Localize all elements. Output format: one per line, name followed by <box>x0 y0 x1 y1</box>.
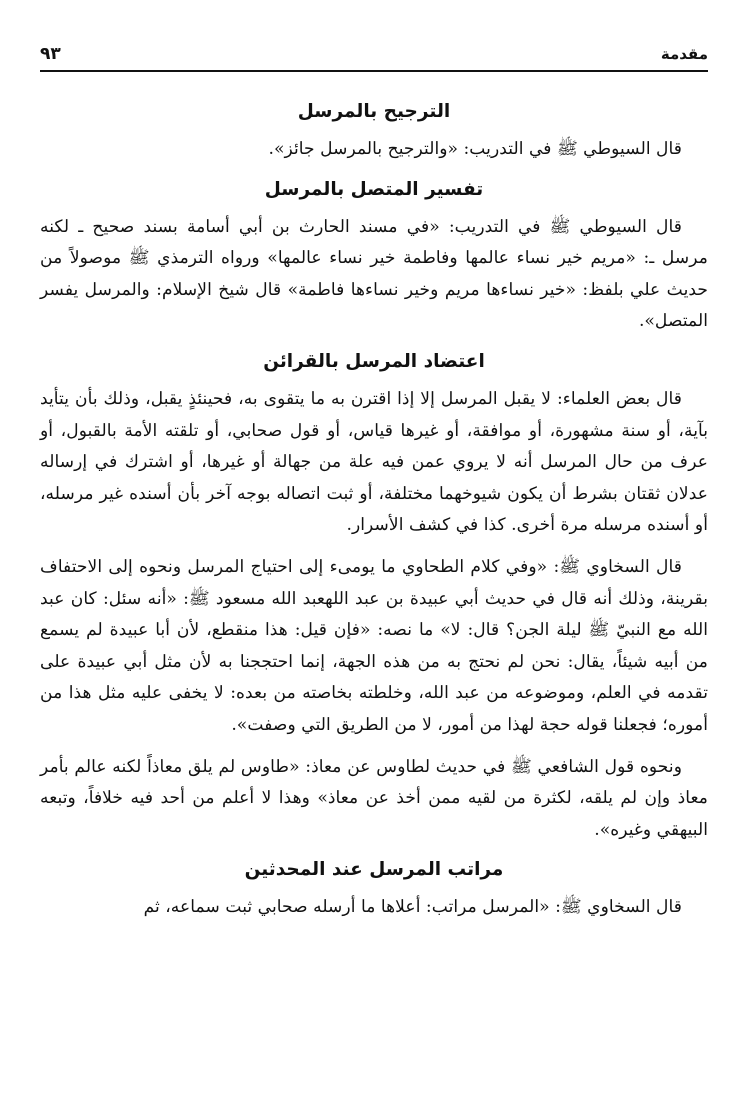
paragraph: قال بعض العلماء: لا يقبل المرسل إلا إذا اقترن به ما يتقوى به، فحينئذٍ يقبل، وذلك بأن يتأيد بآية، أو سنة مشهورة، أو موافقة، أو غيرها قياس، أو قول صحابي، أو تلقته الأمة بالقبول، أو عرف من حال المرسل أنه لا يروي عمن فيه علة من جهالة أو غيرها، أو اشترك في إرساله عدلان ثقتان بشرط أن يكون شيوخهما مختلفة، أو ثبت اتصاله بوجه آخر بأن أسنده غير مرسله، أو أسنده مرسله مرة أخرى. كذا في كشف الأسرار. <box>40 388 708 536</box>
section-heading: تفسير المتصل بالمرسل <box>264 178 484 200</box>
page-content <box>40 92 708 934</box>
section-heading: اعتضاد المرسل بالقرائن <box>263 350 485 372</box>
section-heading: مراتب المرسل عند المحدثين <box>244 859 504 881</box>
section-itidad <box>40 348 708 846</box>
paragraph: قال السخاوي ﷺ: «وفي كلام الطحاوي ما يومىء إلى احتياج المرسل ونحوه إلى الاحتفاف بقرينة، وذلك أنه قال في حديث أبي عبيدة بن عبد اللهعبد الله مسعود ﷺ: «أنه سئل: كان عبد الله مع النبيّ ﷺ ليلة الجن؟ قال: لا» ما نصه: «فإن قيل: هذا منقطع، لأن أبا عبيدة لم يسمع من أبيه شيئاً، يقال: نحن لم نحتج به من هذه الجهة، إنما احتججنا به لأن مثل أبي عبيدة على تقدمه في العلم، وموضوعه من عبد الله، وخلطته بخاصته من بعده: لا يخفى عليه مثل هذا من أموره؛ فجعلنا قوله حجة لهذا من أمور، لا من الطريق التي وصفت». <box>40 556 708 735</box>
running-header <box>40 42 708 66</box>
paragraph: قال السيوطي ﷺ في التدريب: «والترجيح بالمرسل جائز». <box>268 139 682 159</box>
section-maratib <box>40 856 708 924</box>
header-title: مقدمة <box>660 45 708 63</box>
section-heading: الترجيح بالمرسل <box>297 101 451 122</box>
paragraph: قال السخاوي ﷺ: «المرسل مراتب: أعلاها ما أرسله صحابي ثبت سماعه، ثم <box>143 897 682 918</box>
section-tafsir <box>40 176 708 338</box>
paragraph: ونحوه قول الشافعي ﷺ في حديث لطاوس عن معاذ: «طاوس لم يلق معاذاً لكنه عالم بأمر معاذ وإن لم يلقه، لكثرة من لقيه ممن أخذ عن معاذ» وهذا لا أعلم من أحد فيه خلافاً، وتبعه البيهقي وغيره». <box>40 756 708 840</box>
page-number: ٩٣ <box>40 44 61 64</box>
paragraph: قال السيوطي ﷺ في التدريب: «في مسند الحارث بن أبي أسامة بسند صحيح ـ لكنه مرسل ـ: «مريم خير نساء عالمها وفاطمة خير نساء عالمها» ورواه الترمذي ﷺ موصولاً من حديث علي بلفظ: «خير نساءها مريم وخير نساءها فاطمة» قال شيخ الإسلام: والمرسل يفسر المتصل». <box>40 216 708 332</box>
header-rule <box>40 70 708 72</box>
section-tarjih <box>40 98 708 166</box>
